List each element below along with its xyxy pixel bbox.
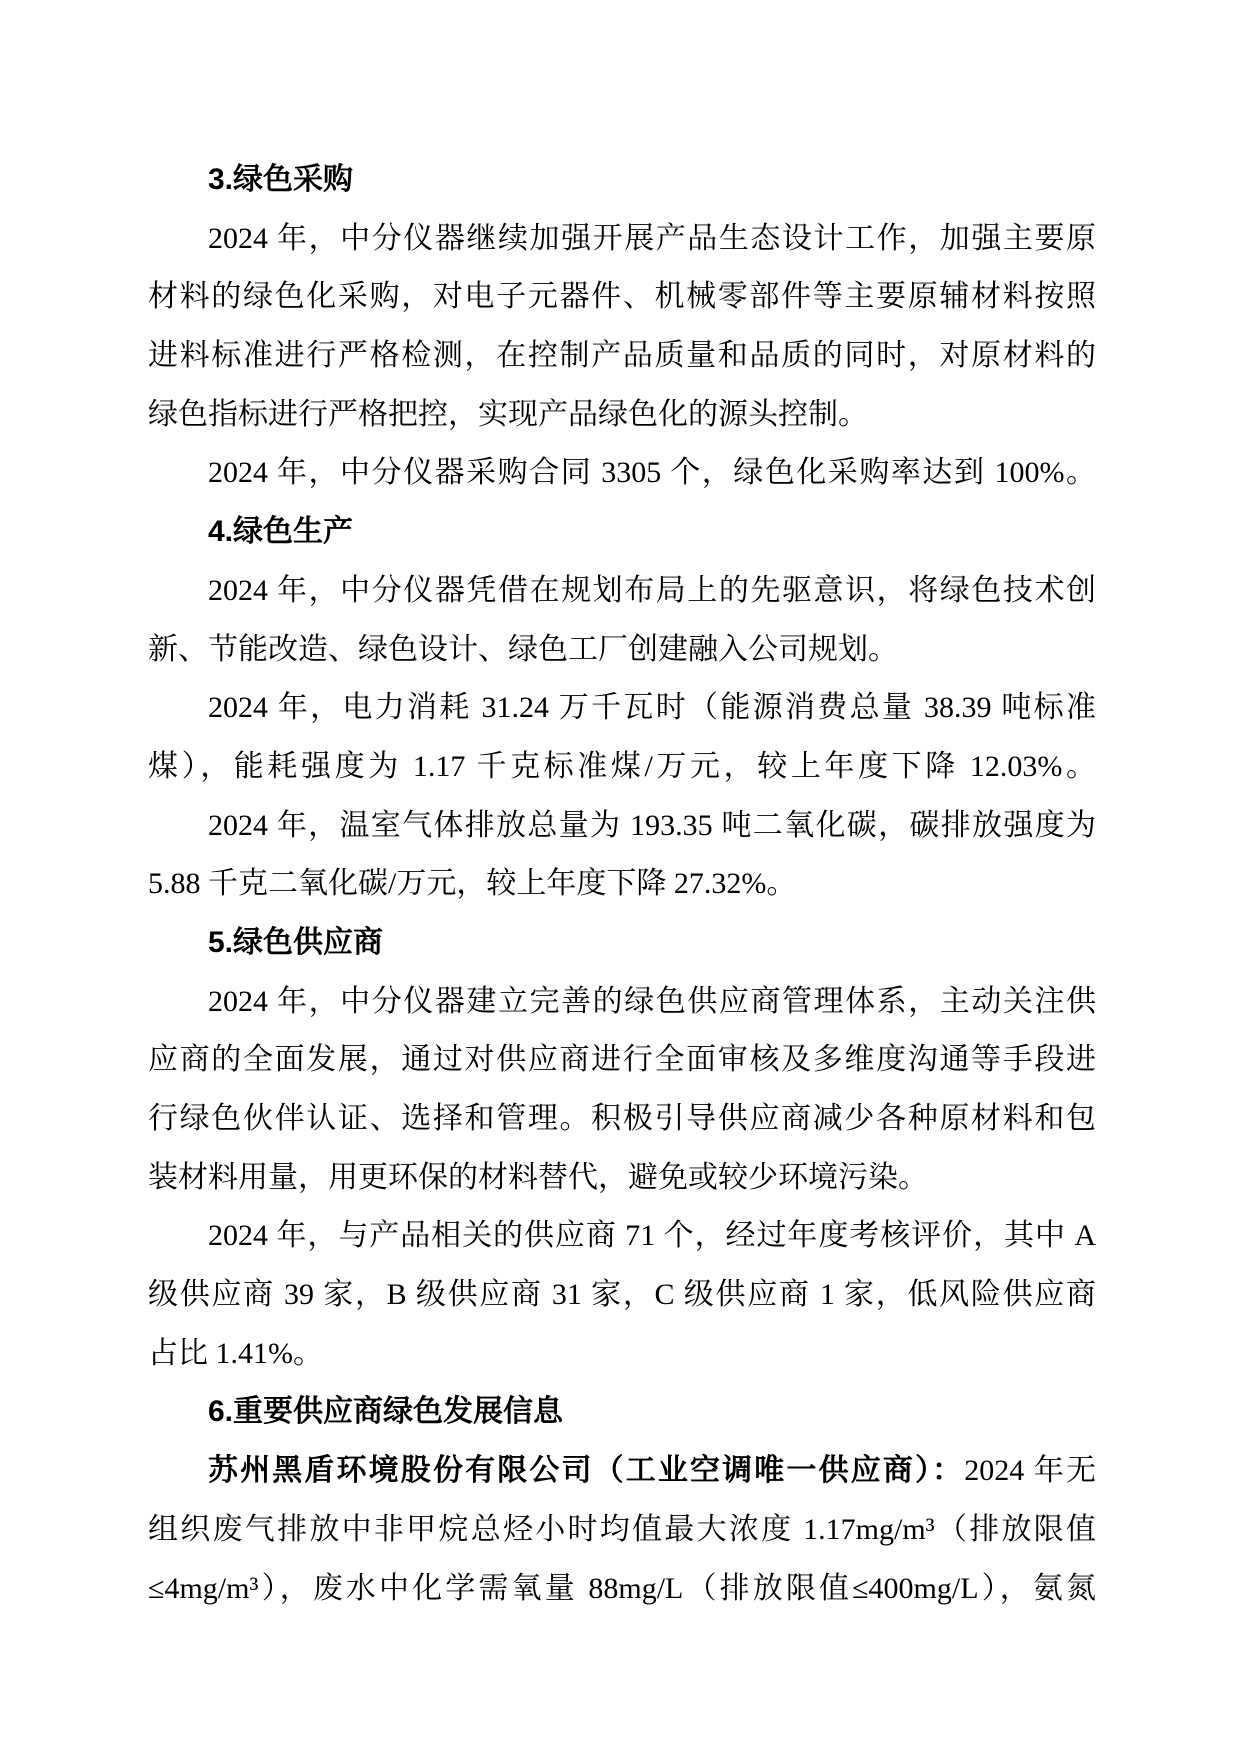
text-line <box>148 855 1096 914</box>
text-line <box>148 1149 1096 1208</box>
text-line <box>148 1560 1096 1619</box>
paragraph <box>148 679 1096 796</box>
text-line <box>148 1031 1096 1090</box>
text-segment: 材料的绿色化采购，对电子元器件、机械零部件等主要原辅材料按照 <box>148 280 1096 314</box>
text-segment: 绿色指标进行严格把控，实现产品绿色化的源头控制。 <box>148 397 868 431</box>
text-line <box>148 1266 1096 1325</box>
text-segment: 级供应商 39 家，B 级供应商 31 家，C 级供应商 1 家，低风险供应商 <box>148 1278 1096 1312</box>
text-segment: 2024 年，中分仪器建立完善的绿色供应商管理体系，主动关注供 <box>208 984 1096 1018</box>
text-segment: 5.88 千克二氧化碳/万元，较上年度下降 27.32%。 <box>148 867 797 901</box>
text-line <box>148 210 1096 269</box>
text-line <box>148 562 1096 621</box>
document-content <box>148 151 1096 1618</box>
text-segment: 2024 年，温室气体排放总量为 193.35 吨二氧化碳，碳排放强度为 <box>208 808 1096 842</box>
text-segment: 2024 年，与产品相关的供应商 71 个，经过年度考核评价，其中 A <box>208 1219 1096 1253</box>
text-line <box>148 1090 1096 1149</box>
text-segment: 2024 年，电力消耗 31.24 万千瓦时（能源消费总量 38.39 吨标准 <box>208 691 1096 725</box>
text-line <box>148 1442 1096 1501</box>
section-heading: 4.绿色生产 <box>208 515 354 549</box>
text-segment: 进料标准进行严格检测，在控制产品质量和品质的同时，对原材料的 <box>148 339 1096 373</box>
text-segment: 2024 年无 <box>964 1454 1097 1488</box>
paragraph <box>148 1442 1096 1618</box>
text-line <box>148 738 1096 797</box>
text-line <box>148 973 1096 1032</box>
paragraph <box>148 562 1096 679</box>
text-segment: 2024 年，中分仪器采购合同 3305 个，绿色化采购率达到 100%。 <box>208 456 1096 490</box>
paragraph <box>148 1207 1096 1383</box>
text-segment: 2024 年，中分仪器继续加强开展产品生态设计工作，加强主要原 <box>208 221 1096 255</box>
text-line <box>148 444 1096 503</box>
text-line <box>148 1325 1096 1384</box>
text-segment: 煤），能耗强度为 1.17 千克标准煤/万元，较上年度下降 12.03%。 <box>148 749 1096 783</box>
text-line <box>148 797 1096 856</box>
text-segment: 组织废气排放中非甲烷总烃小时均值最大浓度 1.17mg/m³（排放限值 <box>148 1512 1096 1546</box>
section-heading: 3.绿色采购 <box>208 163 354 196</box>
text-line <box>148 621 1096 680</box>
paragraph <box>148 973 1096 1208</box>
paragraph <box>148 444 1096 503</box>
text-line <box>148 679 1096 738</box>
section-heading: 5.绿色供应商 <box>208 925 384 959</box>
section-heading: 6.重要供应商绿色发展信息 <box>208 1395 564 1429</box>
text-line <box>148 327 1096 386</box>
paragraph <box>148 210 1096 445</box>
text-segment: 行绿色伙伴认证、选择和管理。积极引导供应商减少各种原材料和包 <box>148 1102 1096 1135</box>
text-segment: 2024 年，中分仪器凭借在规划布局上的先驱意识，将绿色技术创 <box>208 573 1096 607</box>
text-line <box>148 1207 1096 1266</box>
text-segment: 应商的全面发展，通过对供应商进行全面审核及多维度沟通等手段进 <box>148 1043 1096 1077</box>
text-line <box>148 1501 1096 1560</box>
paragraph <box>148 797 1096 914</box>
text-segment: ≤4mg/m³），废水中化学需氧量 88mg/L（排放限值≤400mg/L），氨氮 <box>148 1571 1096 1605</box>
text-segment: 占比 1.41%。 <box>148 1336 323 1370</box>
company-name-bold: 苏州黑盾环境股份有限公司（工业空调唯一供应商）： <box>208 1454 965 1488</box>
text-segment: 新、节能改造、绿色设计、绿色工厂创建融入公司规划。 <box>148 632 898 666</box>
text-segment: 装材料用量，用更环保的材料替代，避免或较少环境污染。 <box>148 1160 928 1194</box>
text-line <box>148 268 1096 327</box>
text-line <box>148 386 1096 445</box>
